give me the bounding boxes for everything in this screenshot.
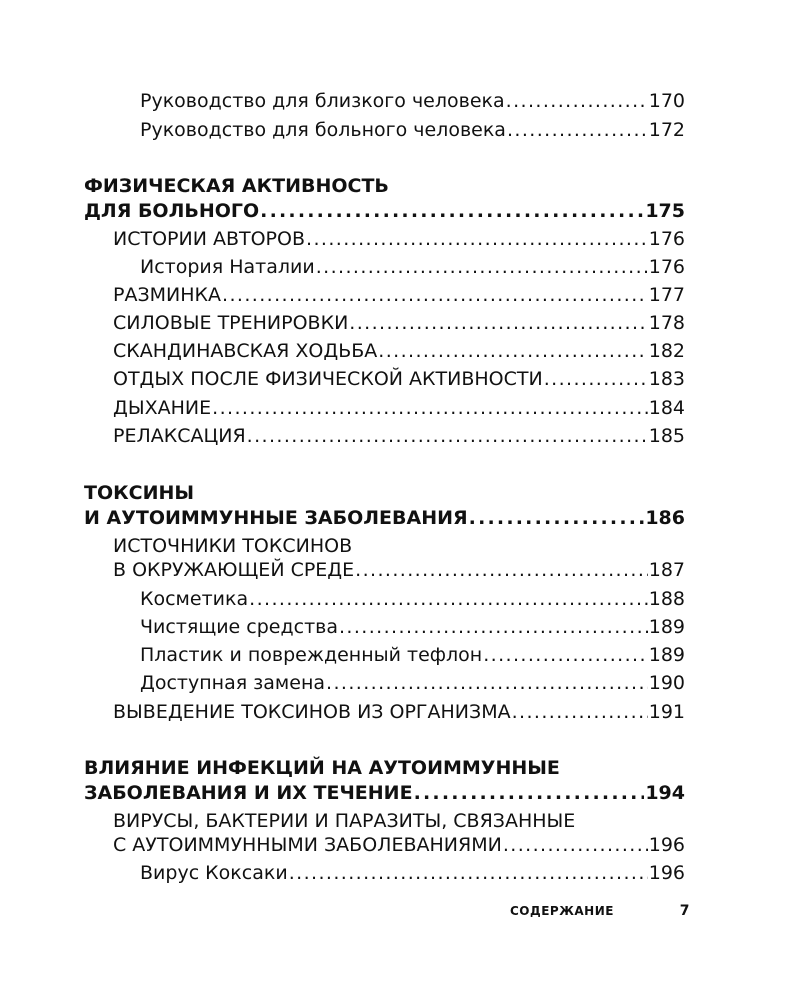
toc-entry-title: ОТДЫХ ПОСЛЕ ФИЗИЧЕСКОЙ АКТИВНОСТИ <box>113 368 543 390</box>
toc-entry <box>140 587 685 611</box>
chapter-page: 186 <box>645 507 685 529</box>
toc-entry-title: СКАНДИНАВСКАЯ ХОДЬБА <box>113 340 378 362</box>
toc-entry <box>140 255 685 279</box>
toc-entry-page: 188 <box>648 588 685 610</box>
toc-entry <box>140 671 685 695</box>
toc-entry <box>113 339 685 363</box>
toc-entry-page: 190 <box>648 672 685 694</box>
toc-entry-title: Руководство для больного человека <box>140 119 506 141</box>
toc-entry-page: 189 <box>648 644 685 666</box>
page-footer <box>510 903 690 919</box>
toc-entry-page: 177 <box>648 284 685 306</box>
toc-entry-page: 170 <box>648 90 685 112</box>
toc-entry <box>140 643 685 667</box>
dot-leader <box>483 643 648 667</box>
dot-leader <box>507 118 648 142</box>
toc-entry-title: История Наталии <box>140 256 315 278</box>
toc-entry-title: В ОКРУЖАЮЩЕЙ СРЕДЕ <box>113 559 355 581</box>
toc-entry <box>113 396 685 420</box>
toc-entry-page: 184 <box>648 397 685 419</box>
dot-leader <box>260 199 644 223</box>
toc-entry-page: 172 <box>648 119 685 141</box>
toc-entry <box>113 424 685 448</box>
dot-leader <box>503 833 648 857</box>
chapter-page: 194 <box>645 782 685 804</box>
toc-entry <box>113 700 685 724</box>
dot-leader <box>414 781 645 805</box>
toc-entry <box>140 118 685 142</box>
toc-entry-title: Руководство для близкого человека <box>140 90 505 112</box>
dot-leader <box>506 89 648 113</box>
toc-entry <box>113 227 685 251</box>
toc-entry <box>140 615 685 639</box>
toc-entry-title: РАЗМИНКА <box>113 284 222 306</box>
toc-entry <box>140 861 685 885</box>
dot-leader <box>249 587 648 611</box>
toc-entry-title: Чистящие средства <box>140 616 338 638</box>
toc-entry-title: С АУТОИММУННЫМИ ЗАБОЛЕВАНИЯМИ <box>113 834 502 856</box>
dot-leader <box>349 311 647 335</box>
chapter-title: ЗАБОЛЕВАНИЯ И ИХ ТЕЧЕНИЕ <box>84 782 413 804</box>
toc-entry <box>140 89 685 113</box>
dot-leader <box>316 255 648 279</box>
chapter-heading-line: ВЛИЯНИЕ ИНФЕКЦИЙ НА АУТОИММУННЫЕ <box>84 757 560 779</box>
dot-leader <box>355 558 648 582</box>
chapter-title: ДЛЯ БОЛЬНОГО <box>84 200 260 222</box>
dot-leader <box>222 283 648 307</box>
toc-entry-page: 185 <box>648 425 685 447</box>
toc-entry-title-line: ИСТОЧНИКИ ТОКСИНОВ <box>113 535 353 557</box>
toc-entry-title: ДЫХАНИЕ <box>113 397 212 419</box>
toc-entry-page: 189 <box>648 616 685 638</box>
toc-entry-page: 191 <box>648 701 685 723</box>
dot-leader <box>289 861 648 885</box>
toc-entry-title: ИСТОРИИ АВТОРОВ <box>113 228 306 250</box>
dot-leader <box>544 367 648 391</box>
chapter-heading <box>84 781 685 805</box>
toc-entry-page: 176 <box>648 228 685 250</box>
toc-entry <box>113 833 685 857</box>
dot-leader <box>512 700 648 724</box>
dot-leader <box>469 506 645 530</box>
toc-entry <box>113 367 685 391</box>
toc-entry-page: 178 <box>648 312 685 334</box>
toc-entry-title: Доступная замена <box>140 672 326 694</box>
toc-entry-title: Пластик и поврежденный тефлон <box>140 644 483 666</box>
toc-entry-page: 196 <box>648 834 685 856</box>
toc-entry <box>113 311 685 335</box>
chapter-heading <box>84 199 685 223</box>
toc-entry-page: 182 <box>648 340 685 362</box>
toc-entry-title: СИЛОВЫЕ ТРЕНИРОВКИ <box>113 312 349 334</box>
toc-entry-page: 187 <box>648 559 685 581</box>
toc-entry-page: 176 <box>648 256 685 278</box>
toc-entry-title-line: ВИРУСЫ, БАКТЕРИИ И ПАРАЗИТЫ, СВЯЗАННЫЕ <box>113 810 576 832</box>
chapter-heading-line: ФИЗИЧЕСКАЯ АКТИВНОСТЬ <box>84 175 389 197</box>
toc-entry <box>113 558 685 582</box>
dot-leader <box>306 227 648 251</box>
dot-leader <box>247 424 648 448</box>
running-header-label: СОДЕРЖАНИЕ <box>510 904 614 918</box>
toc-entry-title: Косметика <box>140 588 249 610</box>
chapter-heading <box>84 506 685 530</box>
chapter-heading-line: ТОКСИНЫ <box>84 482 195 504</box>
page-number: 7 <box>679 903 690 919</box>
toc-entry-title: Вирус Коксаки <box>140 862 288 884</box>
toc-entry-page: 183 <box>648 368 685 390</box>
dot-leader <box>378 339 647 363</box>
toc-entry-title: РЕЛАКСАЦИЯ <box>113 425 246 447</box>
dot-leader <box>212 396 648 420</box>
chapter-title: И АУТОИММУННЫЕ ЗАБОЛЕВАНИЯ <box>84 507 468 529</box>
toc-entry-title: ВЫВЕДЕНИЕ ТОКСИНОВ ИЗ ОРГАНИЗМА <box>113 701 511 723</box>
toc-entry-page: 196 <box>648 862 685 884</box>
dot-leader <box>326 671 648 695</box>
dot-leader <box>339 615 648 639</box>
chapter-page: 175 <box>645 200 685 222</box>
toc-entry <box>113 283 685 307</box>
